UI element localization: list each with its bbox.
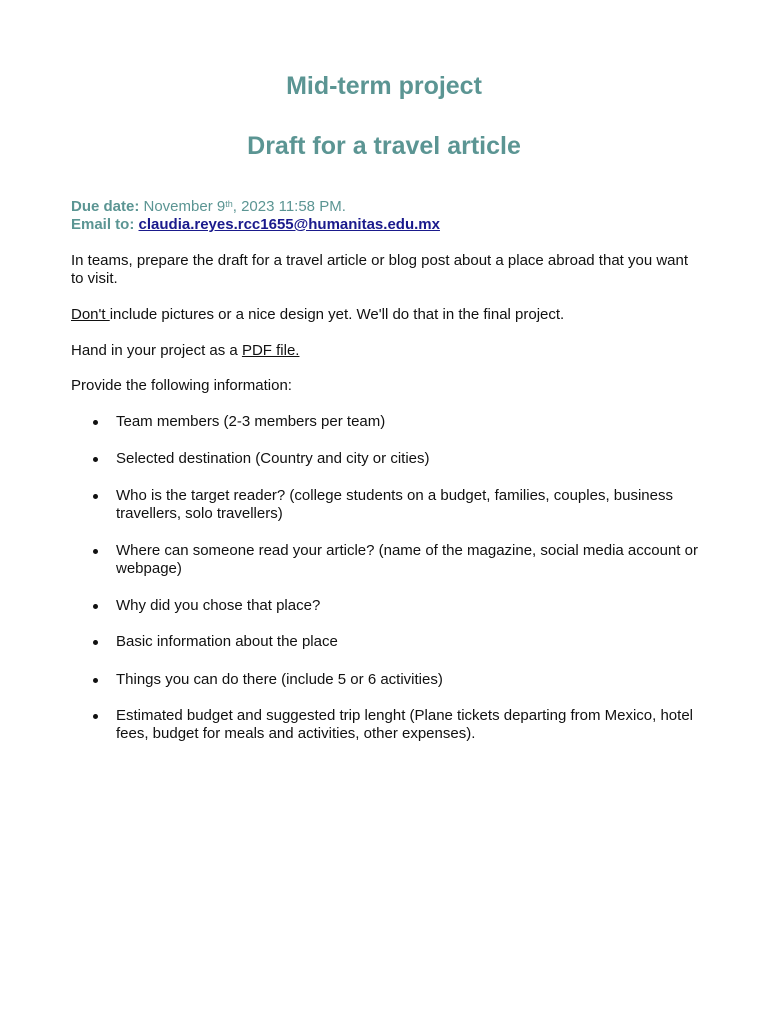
page-subtitle: Draft for a travel article: [247, 132, 521, 160]
list-item: [116, 597, 701, 615]
bullet-dot-icon: [93, 457, 98, 462]
list-item-text: Things you can do there (include 5 or 6 activities): [116, 671, 443, 688]
list-item-text: Estimated budget and suggested trip lenght (Plane tickets departing from Mexico, hotel fees, budget for meals and activities, other expenses).: [116, 707, 693, 742]
bullet-dot-icon: [93, 640, 98, 645]
due-date-label: Due date:: [71, 198, 140, 215]
dont-emphasis: Don't: [71, 306, 110, 323]
email-link[interactable]: claudia.reyes.rcc1655@humanitas.edu.mx: [138, 216, 440, 233]
list-item: [116, 413, 701, 431]
list-item: [116, 707, 701, 743]
list-item-text: Team members (2-3 members per team): [116, 413, 386, 430]
bullet-dot-icon: [93, 604, 98, 609]
intro-paragraph: In teams, prepare the draft for a travel article or blog post about a place abroad that you want to visit.: [71, 252, 689, 287]
bullet-dot-icon: [93, 420, 98, 425]
due-date-line: [71, 198, 346, 216]
list-item: [116, 542, 701, 578]
provide-paragraph: Provide the following information:: [71, 377, 292, 394]
list-item: [116, 450, 701, 468]
list-item: [116, 633, 701, 651]
list-item: [116, 671, 701, 689]
pdf-file-link: PDF file.: [241, 342, 300, 359]
list-item-text: Where can someone read your article? (name of the magazine, social media account or webpage): [116, 542, 698, 577]
list-item: [116, 487, 701, 523]
list-item-text: Basic information about the place: [116, 633, 338, 650]
list-item-text: Selected destination (Country and city or cities): [116, 450, 430, 467]
due-date-value-post: , 2023 11:58 PM.: [232, 198, 346, 215]
bullet-dot-icon: [93, 549, 98, 554]
email-line: [71, 216, 440, 234]
due-date-value-pre: November 9: [139, 198, 226, 215]
handin-text: Hand in your project as a: [71, 342, 242, 359]
list-item-text: Who is the target reader? (college students on a budget, families, couples, business travellers, solo travellers): [116, 487, 673, 522]
email-label: Email to:: [71, 216, 135, 233]
bullet-dot-icon: [93, 714, 98, 719]
design-note-text: include pictures or a nice design yet. We'll do that in the final project.: [109, 306, 565, 323]
due-date-superscript: th: [225, 199, 233, 209]
list-item-text: Why did you chose that place?: [116, 597, 321, 614]
bullet-dot-icon: [93, 494, 98, 499]
design-note-paragraph: [71, 306, 701, 324]
handin-paragraph: [71, 342, 701, 360]
bullet-dot-icon: [93, 678, 98, 683]
page-title: Mid-term project: [286, 72, 482, 100]
